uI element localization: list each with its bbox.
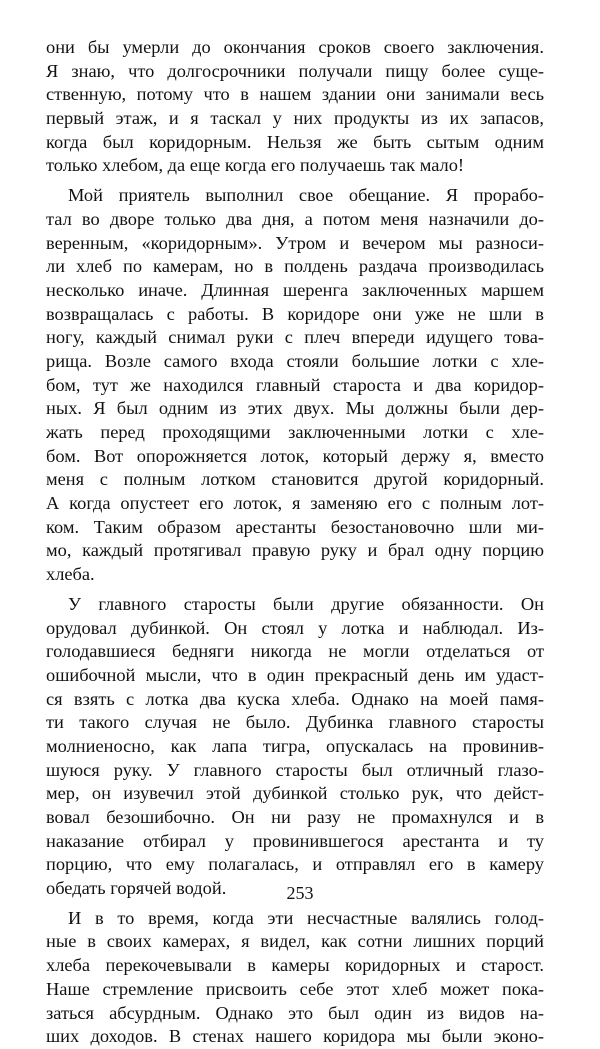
text-line: жать перед проходящими заключенными лотки с хле- xyxy=(46,422,544,442)
page-number: 253 xyxy=(286,883,314,903)
text-line: голодавшиеся бедняги никогда не могли отделаться от xyxy=(46,641,544,662)
text-line: орудовал дубинкой. Он стоял у лотка и наблюдал. Из- xyxy=(46,617,544,638)
text-line: возвращалась с работы. В коридоре они уже не шли в xyxy=(46,303,544,324)
text-line: молниеносно, как лапа тигра, опускалась на провинив- xyxy=(46,735,544,756)
text-line: Я знаю, что долгосрочники получали пищу более суще- xyxy=(46,60,544,81)
text-line: И в то время, когда эти несчастные валялись голод- xyxy=(68,907,544,928)
text-line: А когда опустеет его лоток, я заменяю его с полным лот- xyxy=(46,493,544,514)
text-line: шуюся руку. У главного старосты был отличный глазо- xyxy=(46,759,544,780)
text-line: хлеба. xyxy=(46,564,95,585)
text-line: Наше стремление присвоить себе этот хлеб может пока- xyxy=(46,978,544,999)
text-line: вовал безошибочно. Он ни разу не промахнулся и в xyxy=(46,807,544,827)
text-line: рища. Возле самого входа стояли большие лотки с хле- xyxy=(46,350,544,371)
text-line: мо, каждый протягивал правую руку и брал одну порцию xyxy=(46,540,544,561)
text-line: первый этаж, и я таскал у них продукты из их запасов, xyxy=(46,108,544,129)
text-line: несколько иначе. Длинная шеренга заключенных маршем xyxy=(46,279,544,300)
text-line: ком. Таким образом арестанты безостановочно шли ми- xyxy=(46,516,544,537)
paragraph xyxy=(46,184,544,587)
text-line: порцию, что ему полагалась, и отправлял его в камеру xyxy=(46,854,544,875)
text-line: ошибочной мысли, что в один прекрасный день им удаст- xyxy=(46,664,544,685)
text-line: мер, он изувечил этой дубинкой столько рук, что дейст- xyxy=(46,783,544,804)
text-line: ти такого случая не было. Дубинка главного старосты xyxy=(46,712,544,733)
text-line: тал во дворе только два дня, а потом меня назначили до- xyxy=(46,208,544,229)
text-line: ные в своих камерах, я видел, как сотни лишних порций xyxy=(46,931,544,952)
text-line: ногу, каждый снимал руки с плеч впереди идущего това- xyxy=(46,327,544,348)
text-line: ственную, потому что в нашем здании они занимали весь xyxy=(46,84,544,105)
page-body xyxy=(46,36,544,1047)
text-line: ших доходов. В стенах нашего коридора мы были эконо- xyxy=(46,1026,544,1047)
text-line: ли хлеб по камерам, но в полдень раздача производилась xyxy=(46,256,544,277)
text-line: только хлебом, да еще когда его получаешь так мало! xyxy=(46,155,465,176)
text-line: когда был коридорным. Нельзя же быть сытым одним xyxy=(46,131,544,152)
text-line: они бы умерли до окончания сроков своего заключения. xyxy=(46,37,544,57)
paragraph xyxy=(46,907,544,1049)
text-line: Мой приятель выполнил свое обещание. Я прорабо- xyxy=(68,185,544,206)
text-line: У главного старосты были другие обязанности. Он xyxy=(68,593,544,614)
text-line: заться абсурдным. Однако это был один из видов на- xyxy=(46,1002,544,1023)
text-line: наказание отбирал у провинившегося арестанта и ту xyxy=(46,830,544,851)
text-line: хлеба перекочевывали в камеры коридорных и старост. xyxy=(46,955,544,976)
text-line: бом. Вот опорожняется лоток, который держу я, вместо xyxy=(46,445,544,466)
text-line: бом, тут же находился главный староста и два коридор- xyxy=(46,374,544,395)
paragraph xyxy=(46,593,544,901)
paragraph xyxy=(46,36,544,178)
text-line: ся взять с лотка два куска хлеба. Однако на моей памя- xyxy=(46,688,544,709)
text-line: ных. Я был одним из этих двух. Мы должны были дер- xyxy=(46,398,544,419)
text-line: меня с полным лотком становится другой коридорный. xyxy=(46,469,544,490)
text-line: обедать горячей водой. xyxy=(46,878,227,899)
text-line: веренным, «коридорным». Утром и вечером мы разноси- xyxy=(46,232,544,253)
